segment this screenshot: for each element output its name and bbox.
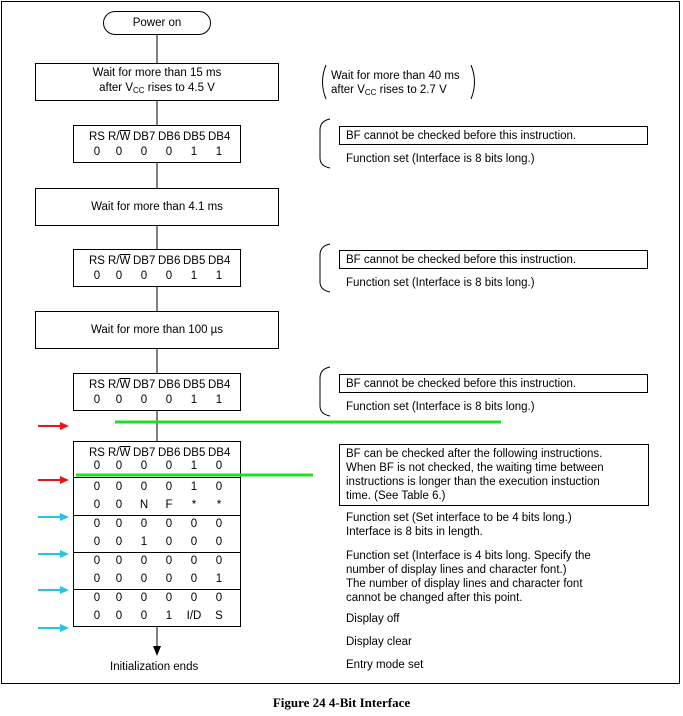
red-arrow-icon — [38, 476, 69, 484]
fs-desc-1: Function set (Interface is 8 bits long.) — [346, 153, 535, 165]
red-arrow-icon — [38, 422, 69, 430]
entry-mode-note: Entry mode set — [346, 659, 424, 671]
bit-cell: 0 — [165, 592, 173, 604]
bit-cell: 0 — [215, 481, 223, 493]
bit-cell: 0 — [115, 555, 123, 567]
bit-cell: 0 — [115, 499, 123, 511]
bit-cell: 0 — [93, 481, 101, 493]
bit-cell: 0 — [190, 518, 198, 530]
wait-4ms-label: Wait for more than 4.1 ms — [91, 200, 223, 213]
bit-cell: 0 — [93, 610, 101, 622]
bit-cell: 0 — [115, 592, 123, 604]
bit-cell: 0 — [140, 555, 148, 567]
bit-cell: 0 — [93, 518, 101, 530]
bit-cell: 0 — [115, 610, 123, 622]
fs-desc-3: Function set (Interface is 8 bits long.) — [346, 401, 535, 413]
wait-40ms-line1: Wait for more than 40 ms — [331, 70, 460, 82]
function-set-1-box: RS $R/\overline{W}$ DB7 DB6 DB5 DB4 0 0 0 0 1 1 — [73, 125, 241, 163]
power-on-label: Power on — [132, 16, 182, 29]
bit-cell: 1 — [190, 481, 198, 493]
bit-cell: 0 — [165, 518, 173, 530]
fs-desc-2: Function set (Interface is 8 bits long.) — [346, 277, 535, 289]
bit-cell: 0 — [93, 573, 101, 585]
bit-cell: 1 — [190, 460, 198, 472]
cyan-arrow-icon — [38, 550, 69, 558]
bit-cell: 0 — [93, 592, 101, 604]
wait-40ms-line2: after $V_{CC}$ rises to 2.7 V — [331, 84, 447, 97]
bit-cell: * — [216, 499, 222, 511]
bit-cell: 0 — [165, 460, 173, 472]
cyan-arrow-icon — [38, 624, 69, 632]
bit-cell: 0 — [140, 460, 148, 472]
bit-cell: 1 — [165, 610, 173, 622]
bf-ok-note: BF can be checked after the following instructions. When BF is not checked, the waiting time between instructions is longer than the execution instuction time. (See Table 6.) — [339, 444, 649, 506]
bit-cell: S — [215, 610, 223, 622]
fs-lines-font-note: Function set (Interface is 4 bits long. Specify the number of display lines and character font.) The number of display lines and character font cannot be changed after this point. — [346, 550, 591, 604]
bit-cell: 0 — [115, 518, 123, 530]
bit-cell: 0 — [140, 610, 148, 622]
init-ends-label: Initialization ends — [110, 661, 199, 673]
display-off-note: Display off — [346, 613, 400, 625]
bit-cell: 0 — [115, 460, 123, 472]
bit-cell: 0 — [115, 536, 123, 548]
four-bit-sequence-box: RS $R/\overline{W}$ DB7 DB6 DB5 DB4 0 0 0 0 1 0 0 0 0 0 1 0 0 0 N F * * 0 0 0 0 0 0 0 0 1 0 0 0 0 0 0 0 0 0 0 0 0 0 0 1 0 0 0 0 0 0 0 0 0 1 I/D S — [73, 441, 241, 627]
bit-cell: 0 — [93, 460, 101, 472]
wait-15ms-line2: after $V_{CC}$ rises to 4.5 V — [99, 82, 215, 95]
bit-cell: 0 — [190, 555, 198, 567]
bit-cell: 0 — [215, 518, 223, 530]
bit-cell: 0 — [190, 592, 198, 604]
bit-cell: 0 — [140, 481, 148, 493]
bit-cell: 1 — [140, 536, 148, 548]
bit-cell: 0 — [165, 481, 173, 493]
bit-cell: 0 — [115, 573, 123, 585]
bit-cell: * — [191, 499, 197, 511]
bit-cell: I/D — [186, 610, 202, 622]
bit-cell: 0 — [165, 536, 173, 548]
bit-cell: 0 — [215, 536, 223, 548]
bit-cell: N — [139, 499, 149, 511]
function-set-3-box: RS $R/\overline{W}$ DB7 DB6 DB5 DB4 0 0 0 0 1 1 — [73, 373, 241, 411]
wait-100us-label: Wait for more than 100 µs — [90, 323, 224, 336]
display-clear-note: Display clear — [346, 636, 412, 648]
bit-cell: 0 — [93, 536, 101, 548]
bit-cell: 0 — [215, 460, 223, 472]
function-set-2-box: RS $R/\overline{W}$ DB7 DB6 DB5 DB4 0 0 0 0 1 1 — [73, 249, 241, 287]
bit-cell: 0 — [140, 592, 148, 604]
bf-note-2: BF cannot be checked before this instruction. — [339, 250, 648, 269]
wait-15ms-line1: Wait for more than 15 ms — [92, 67, 222, 79]
cyan-arrow-icon — [38, 513, 69, 521]
bit-cell: 0 — [215, 592, 223, 604]
bit-cell: 0 — [190, 536, 198, 548]
bit-cell: 0 — [140, 518, 148, 530]
bit-cell: 0 — [165, 573, 173, 585]
bit-cell: 0 — [190, 573, 198, 585]
bit-cell: 1 — [215, 573, 223, 585]
figure-caption: Figure 24 4-Bit Interface — [272, 695, 411, 710]
bit-cell: F — [165, 499, 173, 511]
bit-cell: 0 — [215, 555, 223, 567]
bit-cell: 0 — [140, 573, 148, 585]
bf-note-1: BF cannot be checked before this instruction. — [339, 126, 648, 145]
bit-cell: 0 — [115, 481, 123, 493]
fs-4bit-note: Function set (Set interface to be 4 bits long.) Interface is 8 bits in length. — [346, 512, 572, 538]
bit-cell: 0 — [93, 555, 101, 567]
bit-cell: 0 — [93, 499, 101, 511]
bf-note-3: BF cannot be checked before this instruction. — [339, 374, 648, 393]
cyan-arrow-icon — [38, 586, 69, 594]
bit-cell: 0 — [165, 555, 173, 567]
